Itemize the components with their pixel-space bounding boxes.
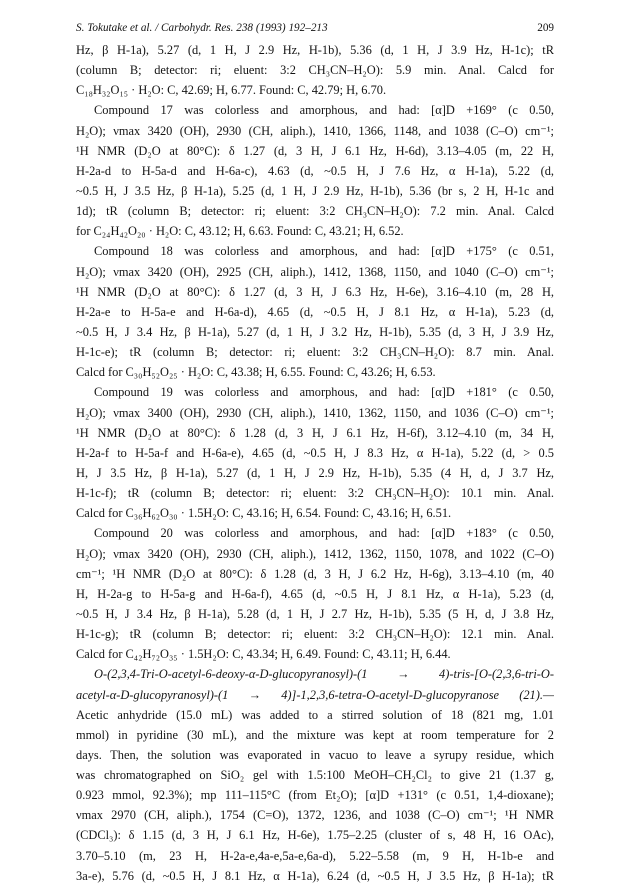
text-line: 1d); tR (column B; detector: ri; eluent: 3:2 CH₃CN–H₂O): 7.2 min. Anal. Calcd (76, 204, 554, 219)
running-head: S. Tokutake et al. / Carbohydr. Res. 238 (1993) 192–213 (76, 22, 328, 34)
text-line: 3.70–5.10 (m, 23 H, H-2a-e,4a-e,5a-e,6a-d), 5.22–5.58 (m, 9 H, H-1b-e and (76, 848, 554, 863)
text-line: days. Then, the solution was evaporated in vacuo to leave a syrupy residue, which (76, 747, 554, 762)
text-line: Compound 18 was colorless and amorphous, and had: [α]D +175° (c 0.51, (94, 244, 554, 259)
text-line: Compound 20 was colorless and amorphous, and had: [α]D +183° (c 0.50, (94, 526, 554, 541)
text-line: ¹H NMR (D₂O at 80°C): δ 1.27 (d, 3 H, J 6.1 Hz, H-6d), 3.13–4.05 (m, 22 H, (76, 143, 554, 158)
text-line: O-(2,3,4-Tri-O-acetyl-6-deoxy-α-D-glucopyranosyl)-(1 → 4)-tris-[O-(2,3,6-tri-O- (94, 667, 554, 682)
text-line: H-1c-f); tR (column B; detector: ri; eluent: 3:2 CH₃CN–H₂O): 10.1 min. Anal. (76, 486, 554, 501)
text-line: ~0.5 H, J 3.4 Hz, β H-1a), 5.27 (d, 1 H, J 3.2 Hz, H-1b), 5.35 (d, 3 H, J 3.9 Hz, (76, 324, 554, 339)
text-line: H-2a-f to H-5a-f and H-6a-e), 4.65 (d, ~0.5 H, J 8.3 Hz, α H-1a), 5.22 (d, > 0.5 (76, 445, 554, 460)
body-text (76, 40, 554, 886)
page-header (76, 19, 554, 37)
text-line: ~0.5 H, J 3.5 Hz, β H-1a), 5.25 (d, 1 H, J 2.9 Hz, H-1b), 5.36 (br s, 2 H, H-1c and (76, 183, 554, 198)
text-line: H-2a-e to H-5a-e and H-6a-d), 4.65 (d, ~0.5 H, J 8.1 Hz, α H-1a), 5.23 (d, (76, 304, 554, 319)
text-line: H₂O); νmax 3420 (OH), 2930 (CH, aliph.), 1410, 1366, 1148, and 1038 (C–O) cm⁻¹; (76, 123, 554, 138)
text-line: H-2a-d to H-5a-d and H-6a-c), 4.63 (d, ~0.5 H, J 7.6 Hz, α H-1a), 5.22 (d, (76, 163, 554, 178)
text-line: Compound 19 was colorless and amorphous, and had: [α]D +181° (c 0.50, (94, 385, 554, 400)
text-line: H-1c-e); tR (column B; detector: ri; eluent: 3:2 CH₃CN–H₂O): 8.7 min. Anal. (76, 345, 554, 360)
text-line: Acetic anhydride (15.0 mL) was added to a stirred solution of 18 (821 mg, 1.01 (76, 707, 554, 722)
text-line: H, H-2a-g to H-5a-g and H-6a-f), 4.65 (d, ~0.5 H, J 8.1 Hz, α H-1a), 5.23 (d, (76, 586, 554, 601)
text-line: 0.923 mmol, 92.3%); mp 111–115°C (from Et₂O); [α]D +131° (c 0.51, 1,4-dioxane); (76, 788, 554, 803)
text-line: (column B; detector: ri; eluent: 3:2 CH₃CN–H₂O): 5.9 min. Anal. Calcd for (76, 63, 554, 78)
text-line: for C₂₄H₄₂O₂₀ · H₂O: C, 43.12; H, 6.63. Found: C, 43.21; H, 6.52. (76, 224, 404, 239)
text-line: was chromatographed on SiO₂ gel with 1.5:100 MeOH–CH₂Cl₂ to give 21 (1.37 g, (76, 768, 554, 783)
text-line: Calcd for C₃₀H₅₂O₂₅ · H₂O: C, 43.38; H, 6.55. Found: C, 43.26; H, 6.53. (76, 365, 436, 380)
text-line: ¹H NMR (D₂O at 80°C): δ 1.28 (d, 3 H, J 6.1 Hz, H-6f), 3.12–4.10 (m, 34 H, (76, 425, 554, 440)
text-line: Hz, β H-1a), 5.27 (d, 1 H, J 2.9 Hz, H-1b), 5.36 (d, 1 H, J 3.9 Hz, H-1c); tR (76, 43, 554, 57)
text-line: ¹H NMR (D₂O at 80°C): δ 1.27 (d, 3 H, J 6.3 Hz, H-6e), 3.16–4.10 (m, 28 H, (76, 284, 554, 299)
text-line: acetyl-α-D-glucopyranosyl)-(1 → 4)]-1,2,3,6-tetra-O-acetyl-D-glucopyranose (21).— (76, 687, 554, 702)
text-line: 3a-e), 5.76 (d, ~0.5 H, J 8.1 Hz, α H-1a), 6.24 (d, ~0.5 H, J 3.5 Hz, β H-1a); tR (76, 868, 554, 883)
text-line: Calcd for C₄₂H₇₂O₃₅ · 1.5H₂O: C, 43.34; H, 6.49. Found: C, 43.11; H, 6.44. (76, 647, 451, 662)
text-line: Compound 17 was colorless and amorphous, and had: [α]D +169° (c 0.50, (94, 103, 554, 118)
text-line: H₂O); νmax 3420 (OH), 2925 (CH, aliph.), 1412, 1368, 1150, and 1040 (C–O) cm⁻¹; (76, 264, 554, 279)
text-line: H₂O); νmax 3420 (OH), 2930 (CH, aliph.), 1412, 1362, 1150, 1078, and 1022 (C–O) (76, 546, 554, 561)
text-line: H-1c-g); tR (column B; detector: ri; eluent: 3:2 CH₃CN–H₂O): 12.1 min. Anal. (76, 627, 554, 642)
text-line: mmol) in pyridine (30 mL), and the mixture was kept at room temperature for 2 (76, 727, 554, 742)
text-line: νmax 2970 (CH, aliph.), 1754 (C=O), 1372, 1236, and 1038 (C–O) cm⁻¹; ¹H NMR (76, 808, 554, 823)
page-number: 209 (537, 22, 554, 34)
text-line: cm⁻¹; ¹H NMR (D₂O at 80°C): δ 1.28 (d, 3 H, J 6.2 Hz, H-6g), 3.13–4.10 (m, 40 (76, 566, 554, 581)
text-line: H₂O); νmax 3400 (OH), 2930 (CH, aliph.), 1410, 1362, 1150, and 1036 (C–O) cm⁻¹; (76, 405, 554, 420)
text-line: (CDCl₃): δ 1.15 (d, 3 H, J 6.1 Hz, H-6e), 1.75–2.25 (cluster of s, 48 H, 16 OAc), (76, 828, 554, 843)
text-line: ~0.5 H, J 3.4 Hz, β H-1a), 5.28 (d, 1 H, J 2.7 Hz, H-1b), 5.35 (5 H, d, J 3.8 Hz, (76, 606, 554, 621)
text-line: H, J 3.5 Hz, β H-1a), 5.27 (d, 1 H, J 2.9 Hz, H-1b), 5.35 (4 H, d, J 3.7 Hz, (76, 465, 554, 480)
text-line: C₁₈H₃₂O₁₅ · H₂O: C, 42.69; H, 6.77. Found: C, 42.79; H, 6.70. (76, 83, 387, 98)
text-line: Calcd for C₃₆H₆₂O₃₀ · 1.5H₂O: C, 43.16; H, 6.54. Found: C, 43.16; H, 6.51. (76, 506, 452, 521)
